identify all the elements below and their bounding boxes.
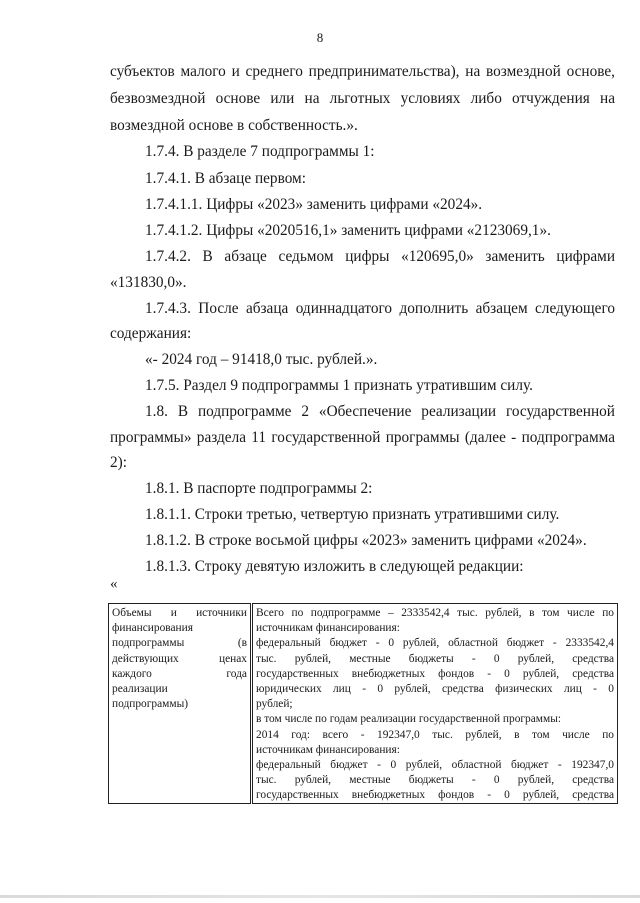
paragraph: 1.8.1.2. В строке восьмой цифры «2023» заменить цифрами «2024». [145, 532, 587, 549]
cell-line: финансирования [112, 622, 193, 635]
paragraph-line: возмездной основе в собственность.». [110, 117, 358, 134]
paragraph-line: программы» раздела 11 государственной программы (далее - подпрограмма [110, 429, 615, 446]
paragraph: 1.7.5. Раздел 9 подпрограммы 1 признать утратившим силу. [145, 377, 533, 394]
page-number: 8 [316, 30, 324, 45]
paragraph-line: 1.8. В подпрограмме 2 «Обеспечение реализации государственной [145, 403, 615, 420]
table-row [109, 604, 618, 804]
financing-table [108, 603, 618, 804]
paragraph: 1.8.1.1. Строки третью, четвертую признать утратившими силу. [145, 506, 560, 523]
cell-line: юридических лиц - 0 рублей, средства физических лиц - 0 [256, 683, 614, 696]
paragraph: 1.8.1. В паспорте подпрограммы 2: [145, 480, 373, 497]
cell-line: Всего по подпрограмме – 2333542,4 тыс. рублей, в том числе по [256, 607, 614, 619]
paragraph-line: содержания: [110, 325, 192, 342]
cell-line: рублей; [256, 698, 293, 711]
cell-line: подпрограммы (в [112, 637, 247, 650]
cell-line: источникам финансирования: [256, 622, 400, 635]
cell-line: действующих ценах [112, 652, 247, 665]
cell-line: каждого года [112, 667, 247, 680]
cell-line: 2014 год: всего - 192347,0 тыс. рублей, в том числе по [256, 728, 614, 741]
paragraph-line: 2): [110, 454, 127, 471]
paragraph: 1.7.4.1. В абзаце первом: [145, 170, 306, 187]
scan-edge-mark [0, 895, 640, 898]
paragraph-line: безвозмездной основе или на льготных условиях либо отчуждения на [110, 90, 615, 107]
table-cell-value [252, 604, 618, 804]
cell-line: реализации [112, 683, 168, 696]
cell-line: государственных внебюджетных фондов - 0 рублей, средства [256, 789, 614, 802]
cell-line: государственных внебюджетных фондов - 0 рублей, средства [256, 667, 614, 680]
paragraph: 1.7.4.1.1. Цифры «2023» заменить цифрами «2024». [145, 196, 483, 213]
paragraph-line: «131830,0». [110, 274, 187, 291]
table-cell-label [109, 604, 252, 804]
cell-line: в том числе по годам реализации государственной программы: [256, 713, 562, 726]
paragraph-line: 1.7.4.3. После абзаца одиннадцатого дополнить абзацем следующего [145, 300, 615, 317]
paragraph: 1.7.4. В разделе 7 подпрограммы 1: [145, 143, 375, 160]
paragraph-line: субъектов малого и среднего предпринимательства), на возмездной основе, [110, 63, 615, 80]
cell-line: тыс. рублей, местные бюджеты - 0 рублей, средства [256, 652, 614, 665]
paragraph: «- 2024 год – 91418,0 тыс. рублей.». [145, 351, 378, 368]
paragraph-line: 1.7.4.2. В абзаце седьмом цифры «120695,0» заменить цифрами [145, 248, 615, 265]
cell-line: федеральный бюджет - 0 рублей, областной бюджет - 2333542,4 [256, 637, 614, 650]
paragraph: 1.8.1.3. Строку девятую изложить в следующей редакции: [145, 558, 524, 575]
paragraph: 1.7.4.1.2. Цифры «2020516,1» заменить цифрами «2123069,1». [145, 222, 551, 239]
cell-line: источникам финансирования: [256, 743, 400, 756]
cell-line: федеральный бюджет - 0 рублей, областной бюджет - 192347,0 [256, 759, 614, 772]
cell-line: Объемы и источники [112, 607, 247, 619]
cell-line: тыс. рублей, местные бюджеты - 0 рублей, средства [256, 774, 614, 787]
opening-quote-mark: « [110, 576, 118, 592]
cell-line: подпрограммы) [112, 698, 189, 711]
